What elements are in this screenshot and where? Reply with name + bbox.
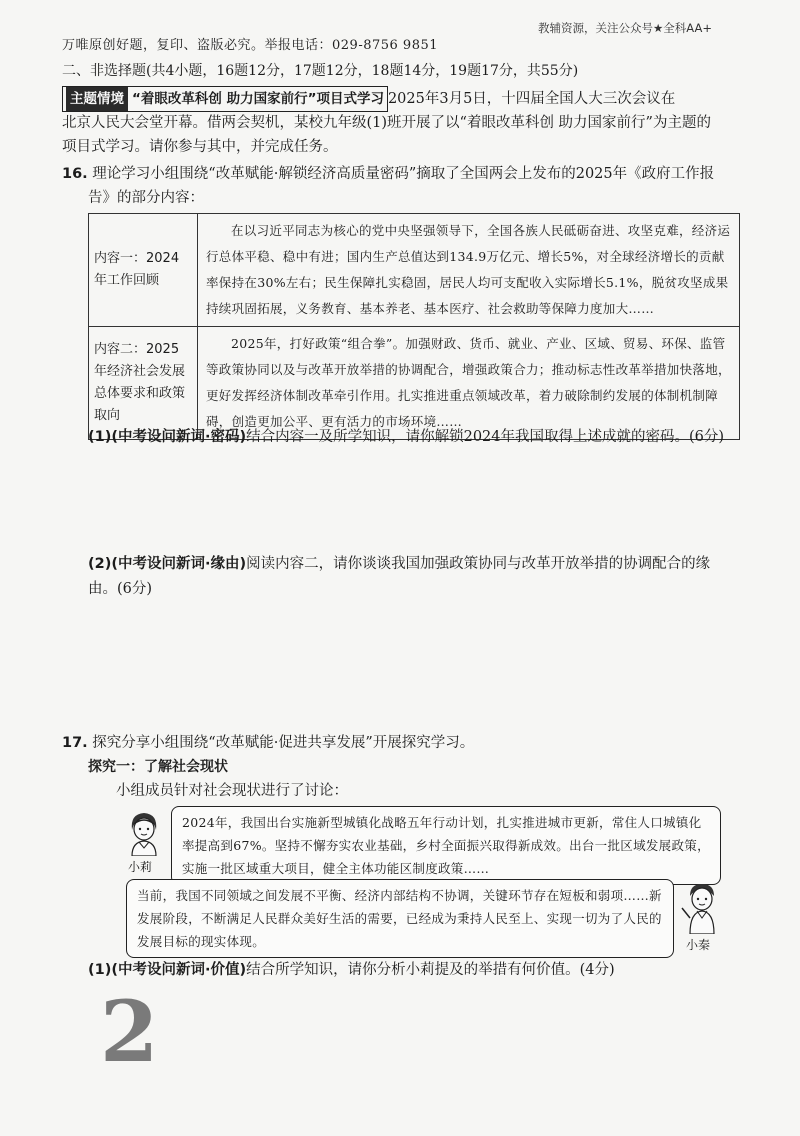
table-row <box>89 327 740 440</box>
q16-intro-line-1 <box>62 162 782 186</box>
q17-intro: 探究分享小组围绕“改革赋能·促进共享发展”开展探究学习。 <box>92 735 475 751</box>
theme-line-2: 北京人民大会堂开幕。借两会契机，某校九年级(1)班开展了以“着眼改革科创 助力国家前行”为主题的 <box>62 115 711 131</box>
theme-line1-tail: 2025年3月5日，十四届全国人大三次会议在 <box>387 91 676 107</box>
xiaoqin-speech-bubble: 当前，我国不同领域之间发展不平衡、经济内部结构不协调，关键环节存在短板和弱项……新发展阶段，不断满足人民群众美好生活的需要，已经成为秉持人民至上、实现一切为了人民的发展目标的现实体现。 <box>126 879 674 958</box>
q17-number: 17. <box>62 735 88 751</box>
xiaoli-speech-bubble: 2024年，我国出台实施新型城镇化战略五年行动计划，扎实推进城市更新，常住人口城镇化率提高到67%。坚持不懈夯实农业基础，乡村全面振兴取得新成效。出台一批区域发展政策，实施一批区域重大项目，健全主体功能区制度政策…… <box>171 806 721 885</box>
q16-intro-1: 理论学习小组围绕“改革赋能·解锁经济高质量密码”摘取了全国两会上发布的2025年《政府工作报 <box>92 166 715 182</box>
q16-sub1-tag: (1)(中考设问新词·密码) <box>88 429 247 445</box>
q16-number: 16. <box>62 166 88 182</box>
q17-intro-line <box>62 731 782 755</box>
header-corner-text: 教辅资源，关注公众号★全科AA+ <box>538 21 712 35</box>
q16-intro-line-2: 告》的部分内容： <box>88 190 204 206</box>
xiaoli-avatar-icon <box>124 808 164 856</box>
q16-sub2-tag: (2)(中考设问新词·缘由) <box>88 556 247 572</box>
q16-sub1-text: 结合内容一及所学知识，请你解锁2024年我国取得上述成就的密码。(6分) <box>246 429 725 445</box>
q16-sub2-line-2: 由。(6分) <box>88 581 153 597</box>
theme-line-3: 项目式学习。请你参与其中，并完成任务。 <box>62 139 338 155</box>
table-row-text: 在以习近平同志为核心的党中央坚强领导下，全国各族人民砥砺奋进、攻坚克难，经济运行总体平稳、稳中有进；国内生产总值达到134.9万亿元、增长5%，对全球经济增长的贡献率保持在30%左右；民生保障扎实稳固，居民人均可支配收入实际增长5.1%，脱贫攻坚成果持续巩固拓展，义务教育、基本养老、基本医疗、社会救助等保障力度加大…… <box>198 214 740 327</box>
explore-one-title: 探究一：了解社会现状 <box>88 759 228 775</box>
q16-sub1 <box>88 425 778 449</box>
xiaoqin-name: 小秦 <box>686 938 711 952</box>
q17-sub1-text: 结合所学知识，请你分析小莉提及的举措有何价值。(4分) <box>246 962 615 978</box>
theme-badge: 主题情境 <box>66 87 128 111</box>
q17-sub1 <box>88 958 778 982</box>
work-report-table <box>88 213 740 440</box>
page-number: 2 <box>100 982 159 1081</box>
table-row-label: 内容二：2025年经济社会发展总体要求和政策取向 <box>89 327 198 440</box>
xiaoqin-avatar-icon <box>680 880 724 934</box>
q16-sub2-text: 阅读内容二，请你谈谈我国加强政策协同与改革开放举措的协调配合的缘 <box>246 556 711 572</box>
theme-name: “着眼改革科创 助力国家前行”项目式学习 <box>132 91 384 107</box>
theme-box <box>62 86 388 112</box>
section-title: 二、非选择题(共4小题，16题12分，17题12分，18题14分，19题17分，共55分) <box>62 63 579 79</box>
table-row <box>89 214 740 327</box>
q17-sub1-tag: (1)(中考设问新词·价值) <box>88 962 247 978</box>
table-row-text: 2025年，打好政策“组合拳”。加强财政、货币、就业、产业、区域、贸易、环保、监管等政策协同以及与改革开放举措的协调配合，增强政策合力；推动标志性改革举措加快落地，更好发挥经济体制改革牵引作用。扎实推进重点领域改革，着力破除制约发展的体制机制障碍，创造更加公平、更有活力的市场环境…… <box>198 327 740 440</box>
explore-one-intro: 小组成员针对社会现状进行了讨论： <box>116 783 348 799</box>
xiaoli-name: 小莉 <box>128 860 153 874</box>
theme-line-1 <box>62 86 762 112</box>
q16-sub2 <box>88 552 778 576</box>
copyright-notice: 万唯原创好题，复印、盗版必究。举报电话：029-8756 9851 <box>62 38 439 53</box>
table-row-label: 内容一：2024年工作回顾 <box>89 214 198 327</box>
